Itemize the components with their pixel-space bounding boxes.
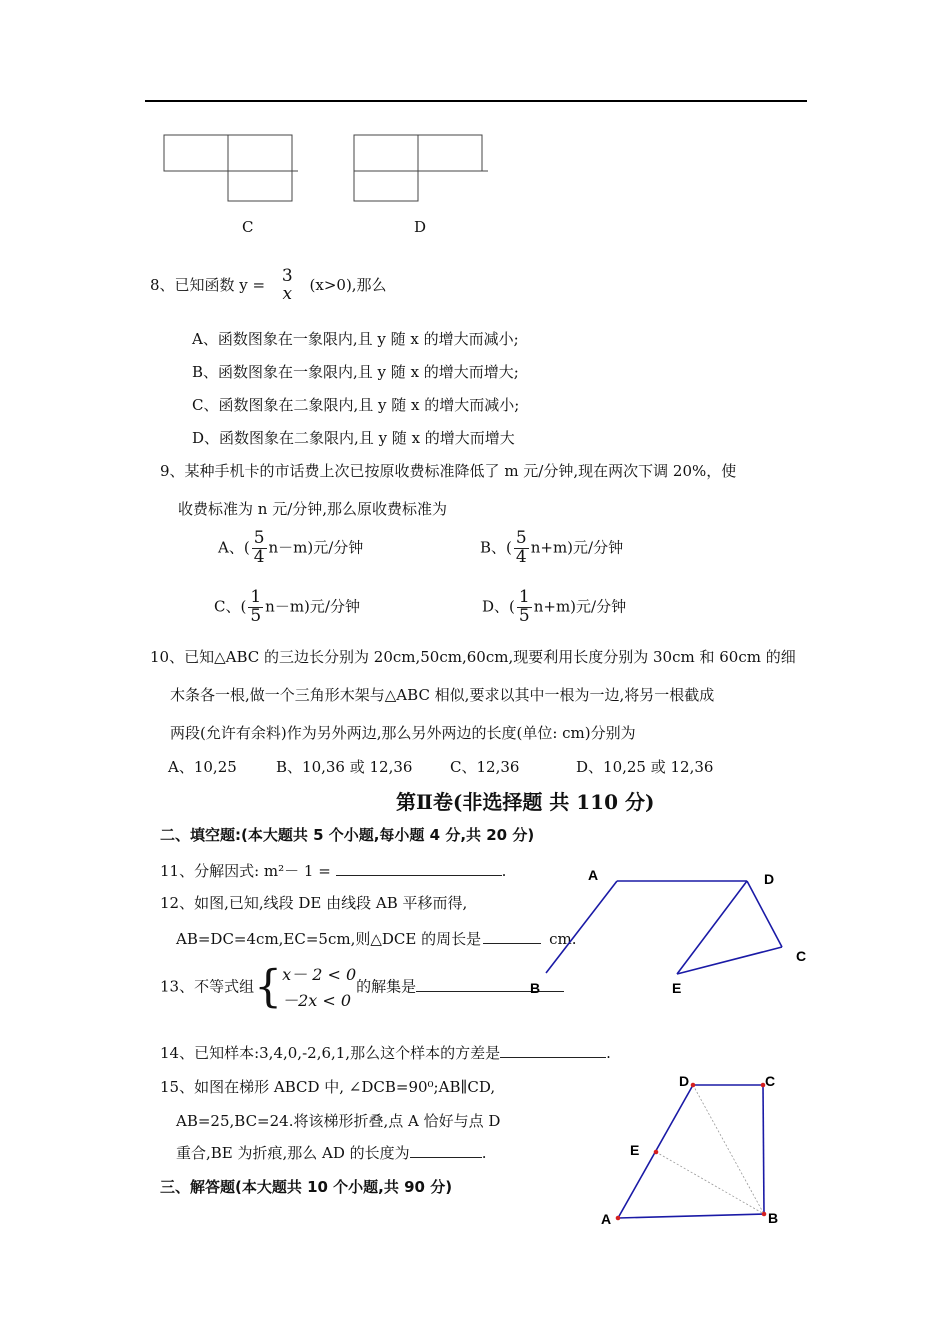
fig15-label-d: D: [679, 1073, 690, 1089]
net-label-c: C: [242, 218, 254, 236]
q9-line-2: 收费标准为 n 元/分钟,那么原收费标准为: [178, 500, 448, 518]
q9-option-d: [482, 589, 626, 626]
q10-option-c: C、12,36: [450, 758, 520, 776]
question-14: [160, 1042, 611, 1063]
q13-brace: {: [254, 961, 283, 1013]
q12-line-1: 12、如图,已知,线段 DE 由线段 AB 平移而得,: [160, 894, 468, 912]
q14-end: .: [606, 1044, 611, 1062]
fig12-label-b: B: [530, 980, 541, 996]
q14-text: 14、已知样本:3,4,0,-2,6,1,那么这个样本的方差是: [160, 1044, 501, 1062]
q9-a-den: 4: [253, 546, 265, 567]
q9-d-pre: D、(: [482, 597, 515, 616]
q8-option-d: D、函数图象在二象限内,且 y 随 x 的增大而增大: [192, 429, 515, 447]
section-2-heading: 二、填空题:(本大题共 5 个小题,每小题 4 分,共 20 分): [160, 826, 535, 844]
q13-pre: 13、不等式组: [160, 977, 255, 996]
q9-line-1: 9、某种手机卡的市话费上次已按原收费标准降低了 m 元/分钟,现在两次下调 20%，使: [160, 462, 737, 480]
fig15-label-a: A: [601, 1211, 612, 1227]
figure-q15-trapezoid: [618, 1085, 764, 1218]
q12-line-2-end: cm.: [549, 930, 577, 948]
fig15-point-b: [762, 1212, 767, 1217]
q9-d-post: n+m)元/分钟: [533, 597, 627, 616]
q9-b-den: 4: [515, 546, 527, 567]
q10-line-3: 两段(允许有余料)作为另外两边,那么另外两边的长度(单位: cm)分别为: [170, 724, 636, 742]
q9-a-post: n－m)元/分钟: [268, 538, 364, 557]
q10-option-b: B、10,36 或 12,36: [276, 758, 413, 776]
net-figure-d: [350, 132, 500, 207]
net-label-d: D: [414, 218, 427, 236]
q8-stem-pre: 8、已知函数 y =: [150, 275, 266, 294]
q13-inequality-2: －2x < 0: [282, 990, 352, 1010]
q9-c-den: 5: [250, 605, 262, 626]
q15-line-3-end: .: [481, 1144, 487, 1162]
fig15-label-e: E: [630, 1142, 640, 1158]
fig15-label-b: B: [768, 1210, 779, 1226]
q9-a-fraction: [252, 530, 267, 567]
figure-q12: [520, 860, 820, 1000]
fig12-label-d: D: [764, 871, 775, 887]
question-13: [160, 962, 564, 1013]
q12-line-2: [176, 928, 577, 949]
figure-q15-fold-lines: [656, 1085, 764, 1214]
q9-c-num: 1: [250, 587, 262, 607]
question-8-stem: [150, 268, 387, 304]
q9-b-pre: B、(: [480, 538, 512, 557]
q14-answer-blank: [500, 1043, 606, 1058]
q15-line-3: [176, 1142, 486, 1163]
q9-option-b: [480, 530, 623, 567]
q15-line-3-text: 重合,BE 为折痕,那么 AD 的长度为: [176, 1144, 410, 1162]
q8-option-c: C、函数图象在二象限内,且 y 随 x 的增大而减小;: [192, 396, 520, 414]
q11-answer-blank: [336, 861, 502, 876]
q8-frac-den: x: [282, 283, 293, 304]
q8-frac-num: 3: [281, 266, 293, 286]
q9-b-fraction: [514, 530, 529, 567]
section-3-heading: 三、解答题(本大题共 10 个小题,共 90 分): [160, 1178, 453, 1196]
q8-option-b: B、函数图象在一象限内,且 y 随 x 的增大而增大;: [192, 363, 519, 381]
q9-d-num: 1: [518, 587, 530, 607]
header-rule: [145, 100, 807, 102]
q10-line-1: 10、已知△ABC 的三边长分别为 20cm,50cm,60cm,现要利用长度分别为 30cm 和 60cm 的细: [150, 648, 796, 666]
q11-text: 11、分解因式: m²－ 1 =: [160, 862, 331, 880]
q9-option-a: [218, 530, 363, 567]
q9-b-num: 5: [515, 528, 527, 548]
q11-end: .: [501, 862, 507, 880]
q8-option-a: A、函数图象在一象限内,且 y 随 x 的增大而减小;: [192, 330, 519, 348]
q9-d-den: 5: [518, 605, 530, 626]
q9-option-c: [214, 589, 360, 626]
q15-line-1: 15、如图在梯形 ABCD 中, ∠DCB=90⁰;AB∥CD,: [160, 1078, 496, 1096]
fig15-point-e: [654, 1150, 659, 1155]
q15-answer-blank: [410, 1143, 482, 1158]
q9-c-pre: C、(: [214, 597, 247, 616]
q12-line-2-text: AB=DC=4cm,EC=5cm,则△DCE 的周长是: [176, 930, 482, 948]
part-2-title: 第Ⅱ卷(非选择题 共 110 分): [396, 790, 655, 814]
fig15-point-d: [691, 1083, 696, 1088]
q15-line-2: AB=25,BC=24.将该梯形折叠,点 A 恰好与点 D: [176, 1112, 501, 1130]
fig12-label-e: E: [672, 980, 682, 996]
q8-fraction: [280, 268, 295, 304]
q9-b-post: n+m)元/分钟: [530, 538, 624, 557]
question-11: [160, 860, 506, 881]
fig12-label-a: A: [588, 867, 599, 883]
fig15-point-a: [616, 1216, 621, 1221]
q9-c-fraction: [248, 589, 263, 626]
q9-c-post: n－m)元/分钟: [265, 597, 360, 616]
figure-q12-lines: [546, 881, 782, 974]
q10-option-a: A、10,25: [168, 758, 237, 776]
q13-inequality-1: x－ 2 < 0: [282, 965, 357, 984]
q9-d-fraction: [517, 589, 532, 626]
fig12-label-c: C: [796, 948, 807, 964]
q10-option-d: D、10,25 或 12,36: [576, 758, 714, 776]
q10-line-2: 木条各一根,做一个三角形木架与△ABC 相似,要求以其中一根为一边,将另一根截成: [170, 686, 715, 704]
q13-system: [282, 962, 356, 1013]
q9-a-num: 5: [253, 528, 265, 548]
q13-post: 的解集是: [356, 977, 417, 996]
q9-a-pre: A、(: [218, 538, 250, 557]
fig15-label-c: C: [765, 1073, 776, 1089]
q8-stem-post: (x>0),那么: [309, 275, 387, 294]
net-figure-c: [160, 132, 310, 207]
figure-q15: [596, 1068, 796, 1233]
